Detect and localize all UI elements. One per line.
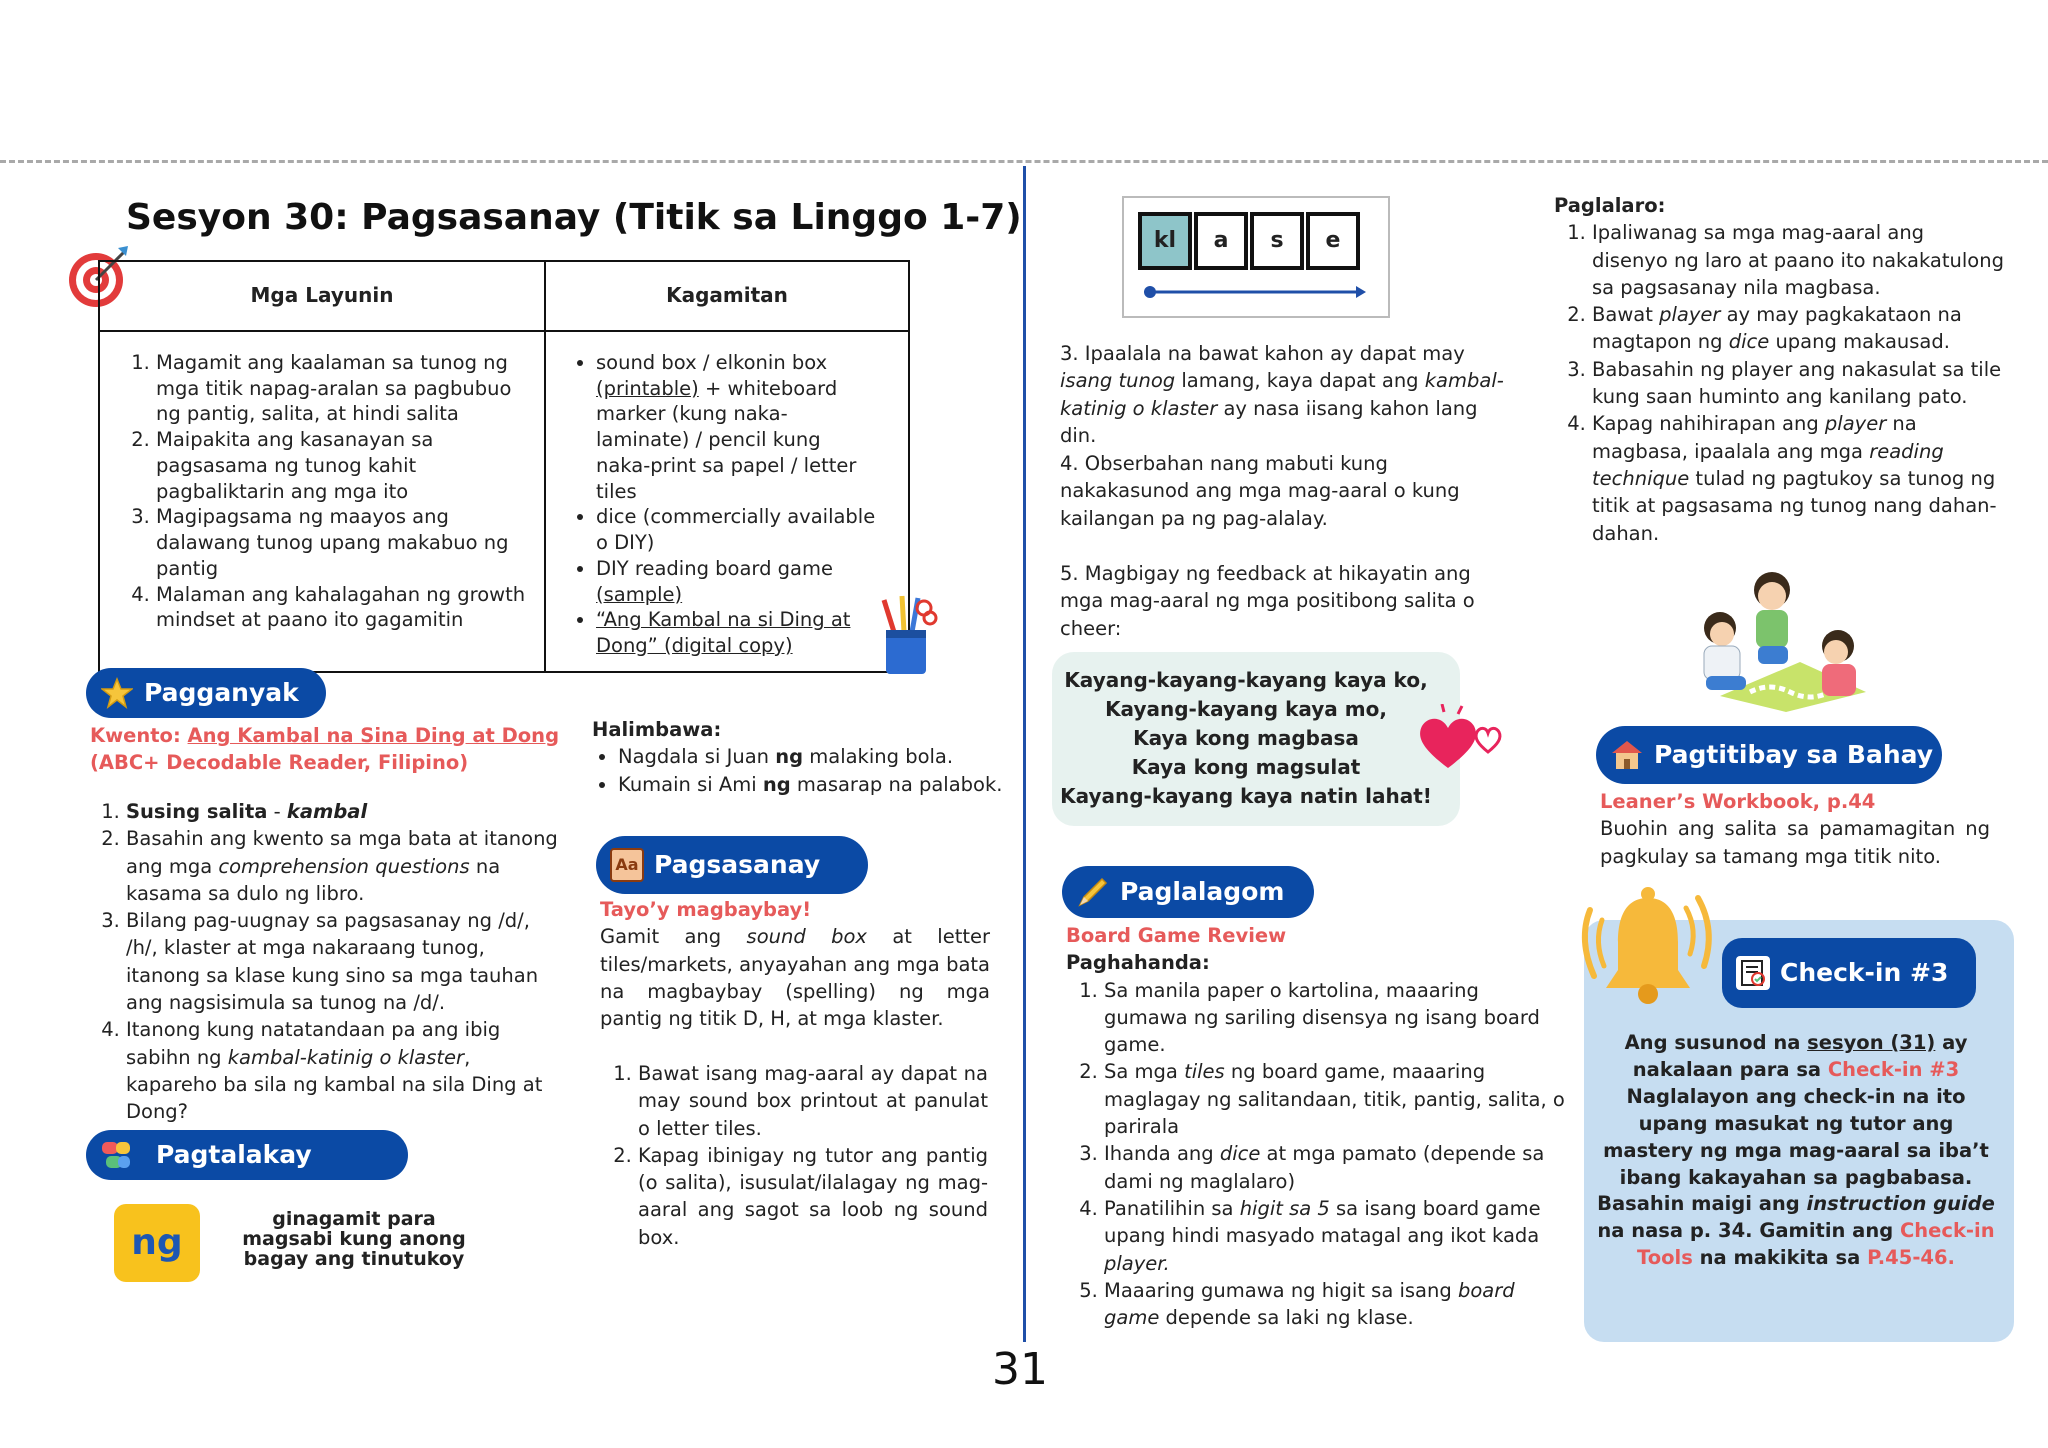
pagsasanay-heading: Aa Pagsasanay [596, 836, 868, 894]
house-icon [1610, 738, 1644, 772]
pagtitibay-body: Leaner’s Workbook, p.44 Buohin ang salita sa pamamagitan ng pagkulay sa tamang mga titik nito. [1600, 790, 1990, 868]
layunin-list [120, 350, 530, 633]
list-item: • Kumain si Ami ng masarap na palabok. [618, 771, 1012, 798]
checkin-heading: Check-in #3 [1722, 938, 1976, 1008]
chat-bubbles-icon [100, 1138, 134, 1172]
printable-link[interactable]: (printable) [596, 376, 699, 400]
list-item: 4. Itanong kung natatandaan pa ang ibig sabihn ng kambal-katinig o klaster, kapareho ba sila ng kambal na sila Ding at Dong? [126, 1016, 564, 1125]
cheer-line: Kaya kong magsulat [1131, 755, 1361, 779]
list-item: 3. Magipagsama ng maayos ang dalawang tunog upang makabuo ng pantig [156, 504, 530, 581]
checklist-icon [1736, 956, 1770, 990]
sample-link[interactable]: (sample) [596, 582, 683, 606]
checkin-tools-link[interactable]: Check-in Tools [1637, 1219, 1995, 1270]
ng-definition: ginagamit para magsabi kung anong bagay ang tinutukoy [242, 1208, 466, 1270]
sound-box-tile: e [1306, 212, 1360, 270]
list-item: • DIY reading board game (sample) [596, 556, 878, 607]
cheer-line: Kayang-kayang kaya mo, [1105, 697, 1387, 721]
top-dashed-divider [0, 160, 2048, 163]
sound-box-tile: s [1250, 212, 1304, 270]
page-title: Sesyon 30: Pagsasanay (Titik sa Linggo 1-7) [126, 197, 1022, 238]
paglalagom-heading: Paglalagom [1062, 866, 1314, 918]
cheer-line: Kayang-kayang kaya natin lahat! [1060, 784, 1432, 808]
halimbawa-block: Halimbawa: • Nagdala si Juan ng malaking bola. • Kumain si Ami ng masarap na palabok. [592, 716, 1012, 798]
pencil-cup-icon [878, 592, 940, 678]
abc-book-icon: Aa [610, 848, 644, 882]
cheer-line: Kaya kong magbasa [1133, 726, 1359, 750]
kwento-reference: Kwento: Ang Kambal na Sina Ding at Dong (ABC+ Decodable Reader, Filipino) [90, 724, 560, 775]
pencil-icon [1076, 875, 1110, 909]
star-icon [100, 676, 134, 710]
pagtitibay-heading: Pagtitibay sa Bahay [1596, 726, 1942, 784]
list-item: 4. Kapag nahihirapan ang player na magbasa, ipaalala ang mga reading technique tulad ng pagtukoy sa tunog ng titik at pagsasama ng tunog nang dahan-dahan. [1592, 410, 2004, 546]
digital-copy-link[interactable]: “Ang Kambal na si Ding at Dong” (digital copy) [596, 608, 851, 658]
list-item: 2. Sa mga tiles ng board game, maaaring maglagay ng salitandaan, titik, pantig, salita, o parirala [1104, 1058, 1566, 1140]
page-number: 31 [992, 1344, 1048, 1395]
list-item: 5. Maaaring gumawa ng higit sa isang board game depende sa laki ng klase. [1104, 1277, 1566, 1332]
list-item: 2. Bawat player ay may pagkakataon na magtapon ng dice upang makausad. [1592, 301, 2004, 356]
col-header-layunin: Mga Layunin [99, 261, 545, 331]
bell-icon [1572, 880, 1720, 1018]
list-item: 2. Maipakita ang kasanayan sa pagsasama ng tunog kahit pagbaliktarin ang mga ito [156, 427, 530, 504]
pagganyak-heading: Pagganyak [86, 668, 326, 718]
pagsasanay-intro: Tayo’y magbaybay! Gamit ang sound box at letter tiles/markets, anyayahan ang mga bata na magbaybay (spelling) ng mga pantig ng titik D, H, at mga klaster. [600, 898, 991, 1031]
cheer-box [1052, 652, 1460, 826]
pagganyak-steps [104, 798, 564, 1126]
list-item: 2. Kapag ibinigay ng tutor ang pantig (o salita), isusulat/ilalagay ng mag-aaral ang sagot sa loob ng sound box. [638, 1142, 988, 1251]
list-item: 4. Malaman ang kahalagahan ng growth mindset at paano ito gagamitin [156, 582, 530, 633]
list-item: 1. Bawat isang mag-aaral ay dapat na may sound box printout at panulat o letter tiles. [638, 1060, 988, 1142]
list-item: 1. Sa manila paper o kartolina, maaaring gumawa ng sariling disensya ng isang board game. [1104, 977, 1566, 1059]
list-item: 1. Susing salita - kambal [126, 798, 564, 825]
pagsasanay-steps [618, 1060, 988, 1251]
kids-board-game-illustration [1690, 566, 1870, 712]
reminder-paragraph: 3. Ipaalala na bawat kahon ay dapat may isang tunog lamang, kaya dapat ang kambal-katinig o klaster ay nasa iisang kahon lang din. [1060, 342, 1504, 447]
objectives-materials-table [98, 260, 910, 673]
kwento-link[interactable]: Ang Kambal na Sina Ding at Dong [187, 724, 560, 747]
list-item [596, 607, 878, 658]
arrow-icon [1142, 282, 1368, 302]
layunin-cell [99, 331, 545, 672]
list-item: 1. Ipaliwanag sa mga mag-aaral ang disenyo ng laro at paano ito nakakatulong sa pagsasanay nila magbasa. [1592, 219, 2004, 301]
list-item: 3. Bilang pag-uugnay sa pagsasanay ng /d/, /h/, klaster at mga nakaraang tunog, itanong sa klase kung sino sa mga tauhan ang nagsisimula sa tunog na /d/. [126, 907, 564, 1016]
pagtalakay-heading: Pagtalakay [86, 1130, 408, 1180]
paglalagom-body: Board Game Review Paghahanda: 1. Sa manila paper o kartolina, maaaring gumawa ng sariling disensya ng isang board game. 2. Sa mga tiles ng board game, maaaring maglagay ng salitandaan, titik, pantig, salita, o parirala 3. Ihanda ang dice at mga pamato (depende sa dami ng maglalaro) 4. Panatilihin sa higit sa 5 sa isang board game upang hindi masyado matagal ang ikot kada player. 5. Maaaring gumawa ng higit sa isang board game depende sa laki ng klase. [1066, 922, 1566, 1331]
hearts-icon [1414, 704, 1510, 774]
center-divider [1023, 166, 1026, 1342]
checkin-text: Ang susunod na sesyon (31) ay nakalaan para sa Check-in #3 Naglalayon ang check-in na ito upang masukat ng tutor ang mastery ng mga mag-aaral sa iba’t ibang kakayahan sa pagbabasa. Basahin maigi ang instruction guide na nasa p. 34. Gamitin ang Check-in Tools na makikita sa P.45-46. [1597, 1031, 1995, 1270]
cheer-line: Kayang-kayang-kayang kaya ko, [1064, 668, 1428, 692]
kagamitan-cell [545, 331, 909, 672]
list-item: 2. Basahin ang kwento sa mga bata at itanong ang mga comprehension questions na kasama sa dulo ng libro. [126, 825, 564, 907]
col-header-kagamitan: Kagamitan [545, 261, 909, 331]
sound-box-example [1122, 196, 1390, 318]
list-item: 3. Babasahin ng player ang nakasulat sa tile kung saan huminto ang kanilang pato. [1592, 356, 2004, 411]
list-item: • sound box / elkonin box (printable) + whiteboard marker (kung naka-laminate) / pencil kung naka-print sa papel / letter tiles [596, 350, 878, 504]
list-item: 4. Panatilihin sa higit sa 5 sa isang board game upang hindi masyado matagal ang ikot kada player. [1104, 1195, 1566, 1277]
ng-word-card: ng [114, 1204, 200, 1282]
list-item: 3. Ihanda ang dice at mga pamato (depende sa dami ng maglalaro) [1104, 1140, 1566, 1195]
feedback-paragraph: 5. Magbigay ng feedback at hikayatin ang mga mag-aaral ng mga positibong salita o cheer: [1060, 562, 1475, 640]
list-item: • dice (commercially available o DIY) [596, 504, 878, 555]
list-item: 1. Magamit ang kaalaman sa tunog ng mga titik napag-aralan sa pagbubuo ng pantig, salita, at hindi salita [156, 350, 530, 427]
paglalaro-block: Paglalaro: 1. Ipaliwanag sa mga mag-aaral ang disenyo ng laro at paano ito nakakatulong sa pagsasanay nila magbasa. 2. Bawat player ay may pagkakataon na magtapon ng dice upang makausad. 3. Babasahin ng player ang nakasulat sa tile kung saan huminto ang kanilang pato. 4. Kapag nahihirapan ang player na magbasa, ipaalala ang mga reading technique tulad ng pagtukoy sa tunog ng titik at pagsasama ng tunog nang dahan-dahan. [1554, 192, 2004, 547]
list-item: • Nagdala si Juan ng malaking bola. [618, 743, 1012, 770]
observe-paragraph: 4. Obserbahan nang mabuti kung nakakasunod ang mga mag-aaral o kung kailangan pa ng pag-alalay. [1060, 452, 1460, 530]
sound-box-tile: kl [1138, 212, 1192, 270]
sound-box-tile: a [1194, 212, 1248, 270]
kagamitan-list [570, 350, 878, 659]
